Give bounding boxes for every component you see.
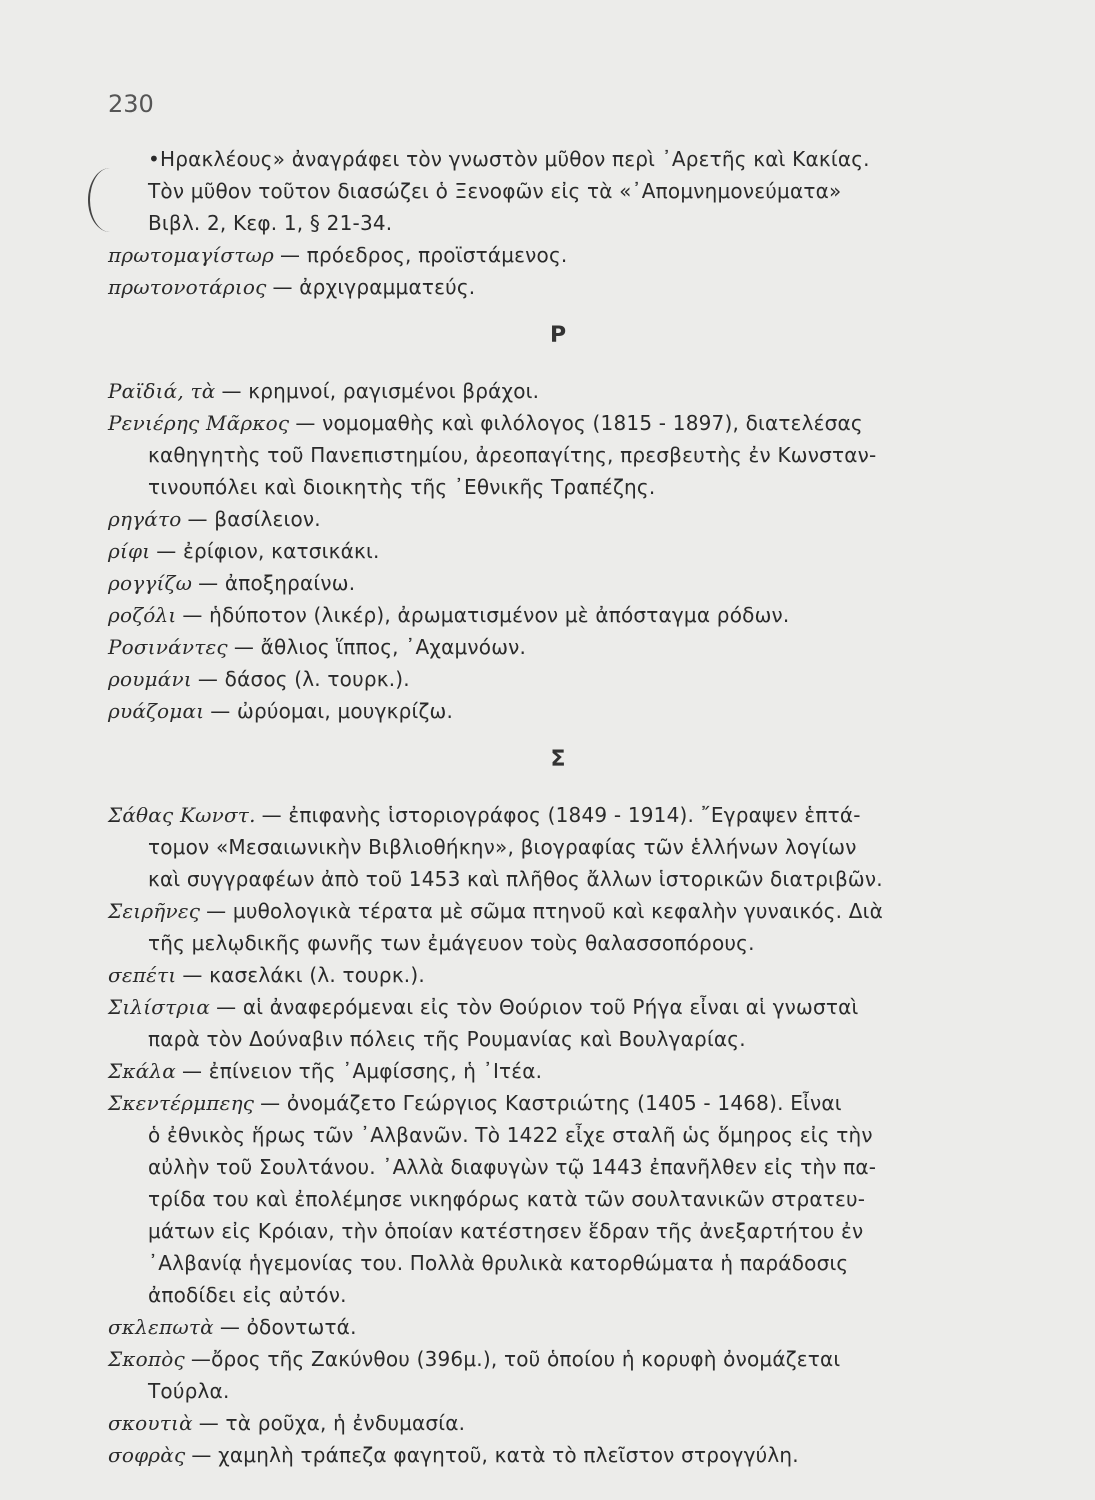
entry-term: Ραϊδιά, τὰ (108, 379, 216, 403)
entry-definition: μάτων εἰς Κρόιαν, τὴν ὁποίαν κατέστησεν ἕδραν τῆς ἀνεξαρτήτου ἐν (148, 1219, 864, 1243)
page-content (108, 143, 1008, 1471)
entry-term: σκουτιὰ (108, 1411, 193, 1435)
entry-line (108, 1439, 1008, 1471)
entries-pi (108, 239, 1008, 303)
entry-line (108, 1183, 1008, 1215)
entry-definition: — δάσος (λ. τουρκ.). (197, 667, 410, 691)
entry-line (108, 439, 1008, 471)
entry-term: σκλεπωτὰ (108, 1315, 214, 1339)
entry-definition: — ἀποξηραίνω. (198, 571, 356, 595)
entry-term: ροζόλι (108, 603, 177, 627)
entry-line (108, 503, 1008, 535)
entry-definition: παρὰ τὸν Δούναβιν πόλεις τῆς Ρουμανίας καὶ Βουλγαρίας. (148, 1027, 746, 1051)
entry-definition: — ὀνομάζετο Γεώργιος Καστριώτης (1405 - 1468). Εἶναι (260, 1091, 842, 1115)
entry-definition: — ἐπιφανὴς ἱστοριογράφος (1849 - 1914). ῎Εγραψεν ἑπτά- (261, 803, 861, 827)
entry-line (108, 1055, 1008, 1087)
entry-line (108, 1343, 1008, 1375)
section-letter-sigma: Σ (550, 747, 566, 772)
entry-term: Σειρῆνες (108, 899, 201, 923)
entry-term: Σάθας Κωνστ. (108, 803, 256, 827)
entry-definition: — ἐρίφιον, κατσικάκι. (156, 539, 380, 563)
entry-line (108, 959, 1008, 991)
entry-line (108, 695, 1008, 727)
entry-definition: — μυθολογικὰ τέρατα μὲ σῶμα πτηνοῦ καὶ κεφαλὴν γυναικός. Διὰ (206, 899, 884, 923)
entry-line (108, 1279, 1008, 1311)
entry-definition: ὁ ἐθνικὸς ἥρως τῶν ᾿Αλβανῶν. Τὸ 1422 εἶχε σταλῆ ὡς ὅμηρος εἰς τὴν (148, 1123, 873, 1147)
continuation-line: Βιβλ. 2, Κεφ. 1, § 21-34. (148, 211, 393, 235)
entry-term: σεπέτι (108, 963, 177, 987)
entry-definition: — χαμηλὴ τράπεζα φαγητοῦ, κατὰ τὸ πλεῖστον στρογγύλη. (191, 1443, 799, 1467)
entry-line (108, 1087, 1008, 1119)
entry-definition: — αἱ ἀναφερόμεναι εἰς τὸν Θούριον τοῦ Ρήγα εἶναι αἱ γνωσταὶ (216, 995, 859, 1019)
entry-definition: — ἡδύποτον (λικέρ), ἀρωματισμένον μὲ ἀπόσταγμα ρόδων. (182, 603, 790, 627)
entry-line (108, 1311, 1008, 1343)
entry-term: ρυάζομαι (108, 699, 205, 723)
entry-term: ρίφι (108, 539, 151, 563)
entry-definition: τρίδα του καὶ ἐπολέμησε νικηφόρως κατὰ τῶν σουλτανικῶν στρατευ- (148, 1187, 866, 1211)
entry-line (108, 895, 1008, 927)
entry-definition: καὶ συγγραφέων ἀπὸ τοῦ 1453 καὶ πλῆθος ἄλλων ἱστορικῶν διατριβῶν. (148, 867, 883, 891)
entry-line (108, 1375, 1008, 1407)
entry-line (108, 631, 1008, 663)
entry-line (108, 599, 1008, 631)
entry-line (108, 239, 1008, 271)
entry-term: πρωτονοτάριος (108, 275, 267, 299)
entry-definition: — κρημνοί, ραγισμένοι βράχοι. (221, 379, 540, 403)
entry-definition: τομον «Μεσαιωνικὴν Βιβλιοθήκην», βιογραφίας τῶν ἑλλήνων λογίων (148, 835, 857, 859)
entries-sigma (108, 799, 1008, 1471)
entry-line (108, 799, 1008, 831)
entry-line (108, 1119, 1008, 1151)
entry-term: Σκάλα (108, 1059, 176, 1083)
entry-definition: — πρόεδρος, προϊστάμενος. (280, 243, 568, 267)
entry-line (108, 375, 1008, 407)
entry-line (108, 535, 1008, 567)
entry-definition: — ἄθλιος ἵππος, ᾿Αχαμνόων. (233, 635, 527, 659)
entry-term: Σκοπὸς (108, 1347, 185, 1371)
entry-definition: — ὀδοντωτά. (219, 1315, 357, 1339)
entry-line (108, 1407, 1008, 1439)
entry-line (108, 1247, 1008, 1279)
entry-definition: ἀποδίδει εἰς αὐτόν. (148, 1283, 347, 1307)
entry-line (108, 271, 1008, 303)
page-number: 230 (108, 90, 154, 118)
entry-term: ρουμάνι (108, 667, 192, 691)
entry-term: Ρενιέρης Μᾶρκος (108, 411, 290, 435)
entry-definition: — τὰ ροῦχα, ἡ ἐνδυμασία. (198, 1411, 466, 1435)
entry-line (108, 567, 1008, 599)
entry-term: Σιλίστρια (108, 995, 211, 1019)
section-letter-rho: Ρ (549, 323, 567, 348)
entry-definition: — κασελάκι (λ. τουρκ.). (182, 963, 425, 987)
entry-line (108, 1151, 1008, 1183)
entry-term: ρηγάτο (108, 507, 182, 531)
entry-line (108, 863, 1008, 895)
entry-line (108, 663, 1008, 695)
entry-definition: — ὠρύομαι, μουγκρίζω. (210, 699, 454, 723)
entry-definition: — βασίλειον. (187, 507, 321, 531)
entry-line (108, 1215, 1008, 1247)
entry-definition: τῆς μελῳδικῆς φωνῆς των ἐμάγευον τοὺς θαλασσοπόρους. (148, 931, 755, 955)
entry-definition: αὐλὴν τοῦ Σουλτάνου. ᾿Αλλὰ διαφυγὼν τῷ 1443 ἐπανῆλθεν εἰς τὴν πα- (148, 1155, 877, 1179)
entry-line (108, 831, 1008, 863)
entry-term: Ροσινάντες (108, 635, 228, 659)
entry-term: ρογγίζω (108, 571, 193, 595)
entry-definition: — ἀρχιγραμματεύς. (272, 275, 476, 299)
entry-line (108, 471, 1008, 503)
entry-line (108, 407, 1008, 439)
entries-rho (108, 375, 1008, 727)
entry-line (108, 1023, 1008, 1055)
entry-term: Σκεντέρμπεης (108, 1091, 255, 1115)
entry-definition: καθηγητὴς τοῦ Πανεπιστημίου, ἀρεοπαγίτης, πρεσβευτὴς ἐν Κωνσταν- (148, 443, 877, 467)
entry-definition: — ἐπίνειον τῆς ᾿Αμφίσσης, ἡ ᾿Ιτέα. (181, 1059, 543, 1083)
entry-term: σοφρὰς (108, 1443, 186, 1467)
entry-definition: — νομομαθὴς καὶ φιλόλογος (1815 - 1897), διατελέσας (295, 411, 863, 435)
entry-line (108, 927, 1008, 959)
continuation-line: •Ηρακλέους» ἀναγράφει τὸν γνωστὸν μῦθον περὶ ᾿Αρετῆς καὶ Κακίας. (148, 147, 870, 171)
continuation-line: Τὸν μῦθον τοῦτον διασώζει ὁ Ξενοφῶν εἰς τὰ «᾿Απομνημονεύματα» (148, 179, 842, 203)
entry-definition: —ὄρος τῆς Ζακύνθου (396μ.), τοῦ ὁποίου ἡ κορυφὴ ὀνομάζεται (190, 1347, 841, 1371)
entry-line (108, 991, 1008, 1023)
entry-definition: ᾿Αλβανίᾳ ἡγεμονίας του. Πολλὰ θρυλικὰ κατορθώματα ἡ παράδοσις (148, 1251, 849, 1275)
entry-definition: Τούρλα. (148, 1379, 230, 1403)
entry-term: πρωτομαγίστωρ (108, 243, 274, 267)
entry-definition: τινουπόλει καὶ διοικητὴς τῆς ᾿Εθνικῆς Τραπέζης. (148, 475, 656, 499)
